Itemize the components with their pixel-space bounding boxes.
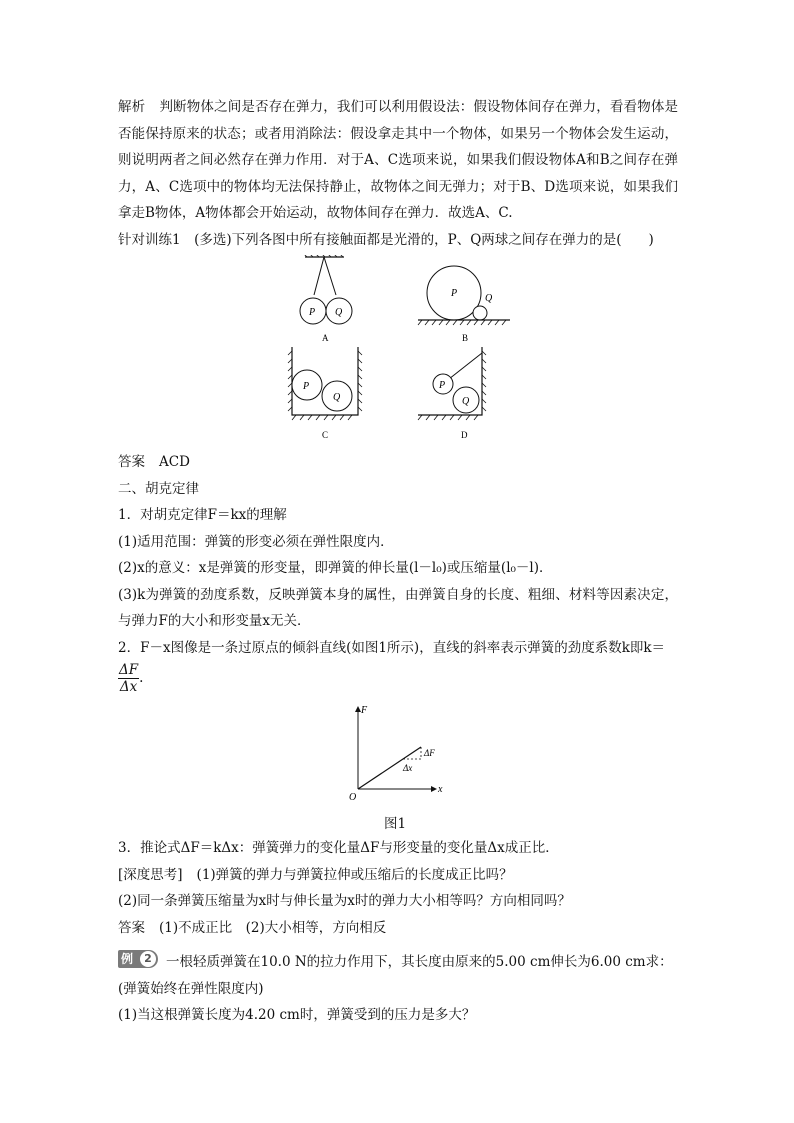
answer-2 xyxy=(118,915,678,942)
fig-d-ball-p: P xyxy=(439,380,446,391)
page-content xyxy=(118,94,678,1029)
fig-b-label: B xyxy=(462,333,469,343)
item-1-a: (1)适用范围：弹簧的形变必须在弹性限度内． xyxy=(118,533,394,550)
example-badge-number: 2 xyxy=(140,951,156,967)
fig-c-ball-p: P xyxy=(303,381,310,392)
figure-d xyxy=(418,347,486,440)
analysis-paragraph xyxy=(118,94,678,227)
example-badge-label: 例 xyxy=(121,952,134,966)
contact-figures xyxy=(118,255,678,445)
y-axis-label: F xyxy=(361,705,368,716)
fig-a-ball-q: Q xyxy=(335,307,343,318)
deep-think-q1-line xyxy=(118,862,678,889)
item-2-text: 2．F－x图像是一条过原点的倾斜直线(如图1所示)，直线的斜率表示弹簧的劲度系数k即k＝ xyxy=(118,639,666,656)
delta-x-label: Δx xyxy=(403,763,413,773)
fx-graph xyxy=(118,701,678,813)
example-badge xyxy=(118,950,158,968)
answer-1 xyxy=(118,449,678,476)
analysis-label: 解析 xyxy=(118,99,146,115)
origin-label: O xyxy=(349,792,357,803)
figure-b xyxy=(418,266,510,343)
delta-f-label: ΔF xyxy=(424,748,435,758)
item-1-b: (2)x的意义：x是弹簧的形变量，即弹簧的伸长量(l－l₀)或压缩量(l₀－l)． xyxy=(118,560,553,576)
analysis-text: 判断物体之间是否存在弹力，我们可以利用假设法：假设物体间存在弹力，看看物体是否能保持原来的状态；或者用消除法：假设拿走其中一个物体，如果另一个物体会发生运动，则说明两者之间必然存在弹力作用．对于A、C选项来说，如果我们假设物体A和B之间存在弹力，A、C选项中的物体均无法保持静止，故物体之间无弹力；对于B、D选项来说，如果我们拿走B物体，A物体都会开始运动，故物体间存在弹力．故选A、C. xyxy=(118,99,679,221)
deep-think-label: [深度思考] xyxy=(118,866,183,883)
section-2-heading: 二、胡克定律 xyxy=(118,480,199,497)
item-1-title: 1．对胡克定律F＝kx的理解 xyxy=(118,507,287,523)
fraction-numerator: ΔF xyxy=(119,662,139,678)
fig-c-label: C xyxy=(322,430,329,440)
figure-a xyxy=(300,255,352,343)
figure-1-caption: 图1 xyxy=(383,816,407,832)
example-text: 一根轻质弹簧在10.0 N的拉力作用下，其长度由原来的5.00 cm伸长为6.00 cm求： xyxy=(166,954,673,970)
x-axis-label: x xyxy=(438,784,443,795)
answer-2-label: 答案 xyxy=(118,919,145,936)
example-note: (弹簧始终在弹性限度内) xyxy=(118,980,264,997)
slope-fraction xyxy=(118,662,139,695)
fraction-tail: . xyxy=(139,670,144,686)
fig-d-ball-q: Q xyxy=(462,396,470,407)
answer-1-label: 答案 xyxy=(118,454,145,470)
deep-think-q1: (1)弹簧的弹力与弹簧拉伸或压缩后的长度成正比吗？ xyxy=(196,866,513,883)
example-2 xyxy=(118,949,678,976)
deep-think-q2: (2)同一条弹簧压缩量为x时与伸长量为x时的弹力大小相等吗？方向相同吗？ xyxy=(118,893,571,909)
fig-c-ball-q: Q xyxy=(333,392,341,403)
example-q1: (1)当这根弹簧长度为4.20 cm时，弹簧受到的压力是多大？ xyxy=(118,1007,476,1023)
figure-c xyxy=(288,347,362,440)
training-question: 针对训练1 (多选)下列各图中所有接触面都是光滑的，P、Q两球之间存在弹力的是( ) xyxy=(118,231,654,248)
answer-1-value: ACD xyxy=(159,454,190,470)
item-2-fraction-line xyxy=(118,661,678,695)
item-1-c: (3)k为弹簧的劲度系数，反映弹簧本身的属性，由弹簧自身的长度、粗细、材料等因素决定，与弹力F的大小和形变量x无关． xyxy=(118,586,678,629)
fig-b-ball-p: P xyxy=(451,288,458,299)
fig-a-label: A xyxy=(322,333,329,343)
fig-b-ball-q: Q xyxy=(485,293,493,304)
item-2 xyxy=(118,635,678,662)
fig-a-ball-p: P xyxy=(309,307,316,318)
fraction-denominator: Δx xyxy=(119,679,138,695)
answer-2-value: (1)不成正比 (2)大小相等，方向相反 xyxy=(159,919,387,936)
fig-d-label: D xyxy=(461,430,468,440)
item-3: 3．推论式ΔF＝kΔx：弹簧弹力的变化量ΔF与形变量的变化量Δx成正比． xyxy=(118,840,559,856)
